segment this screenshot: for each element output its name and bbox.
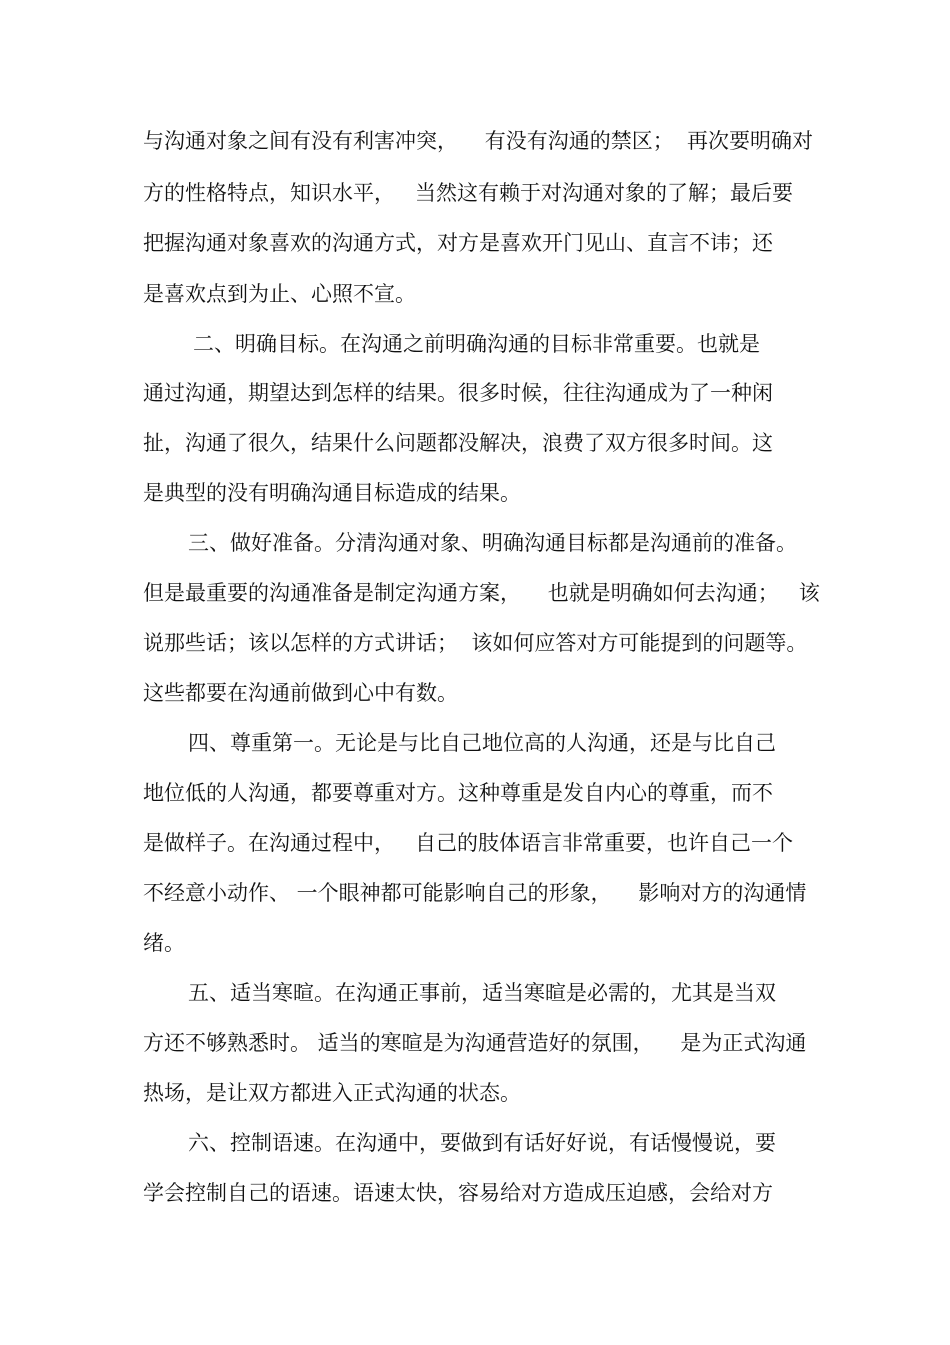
paragraph-heading-2: 二、明确目标。在沟通之前明确沟通的目标非常重要。也就是: [193, 332, 760, 356]
text-line: 绪。: [143, 931, 185, 955]
text-line: 但是最重要的沟通准备是制定沟通方案， 也就是明确如何去沟通； 该: [143, 581, 820, 605]
text-line: 通过沟通，期望达到怎样的结果。很多时候，往往沟通成为了一种闲: [143, 381, 773, 405]
text-line: 扯，沟通了很久，结果什么问题都没解决，浪费了双方很多时间。这: [143, 431, 773, 455]
paragraph-heading-6: 六、控制语速。在沟通中，要做到有话好好说，有话慢慢说，要: [188, 1131, 776, 1155]
text-line: 不经意小动作、 一个眼神都可能影响自己的形象， 影响对方的沟通情: [143, 881, 807, 905]
text-line: 方的性格特点，知识水平， 当然这有赖于对沟通对象的了解；最后要: [143, 181, 794, 205]
text-line: 热场，是让双方都进入正式沟通的状态。: [143, 1081, 521, 1105]
text-line: 与沟通对象之间有没有利害冲突， 有没有沟通的禁区； 再次要明确对: [143, 129, 814, 153]
text-line: 方还不够熟悉时。 适当的寒暄是为沟通营造好的氛围， 是为正式沟通: [143, 1031, 807, 1055]
text-line: 这些都要在沟通前做到心中有数。: [143, 681, 458, 705]
paragraph-heading-5: 五、适当寒暄。在沟通正事前，适当寒暄是必需的，尤其是当双: [188, 981, 776, 1005]
paragraph-heading-4: 四、尊重第一。无论是与比自己地位高的人沟通，还是与比自己: [188, 731, 776, 755]
text-line: 是典型的没有明确沟通目标造成的结果。: [143, 481, 521, 505]
text-line: 学会控制自己的语速。语速太快，容易给对方造成压迫感，会给对方: [143, 1181, 773, 1205]
paragraph-heading-3: 三、做好准备。分清沟通对象、明确沟通目标都是沟通前的准备。: [188, 531, 797, 555]
text-line: 地位低的人沟通，都要尊重对方。这种尊重是发自内心的尊重，而不: [143, 781, 773, 805]
text-line: 是喜欢点到为止、心照不宣。: [143, 282, 416, 306]
text-line: 说那些话；该以怎样的方式讲话； 该如何应答对方可能提到的问题等。: [143, 631, 808, 655]
text-line: 把握沟通对象喜欢的沟通方式，对方是喜欢开门见山、直言不讳；还: [143, 231, 773, 255]
text-line: 是做样子。在沟通过程中， 自己的肢体语言非常重要，也许自己一个: [143, 831, 794, 855]
